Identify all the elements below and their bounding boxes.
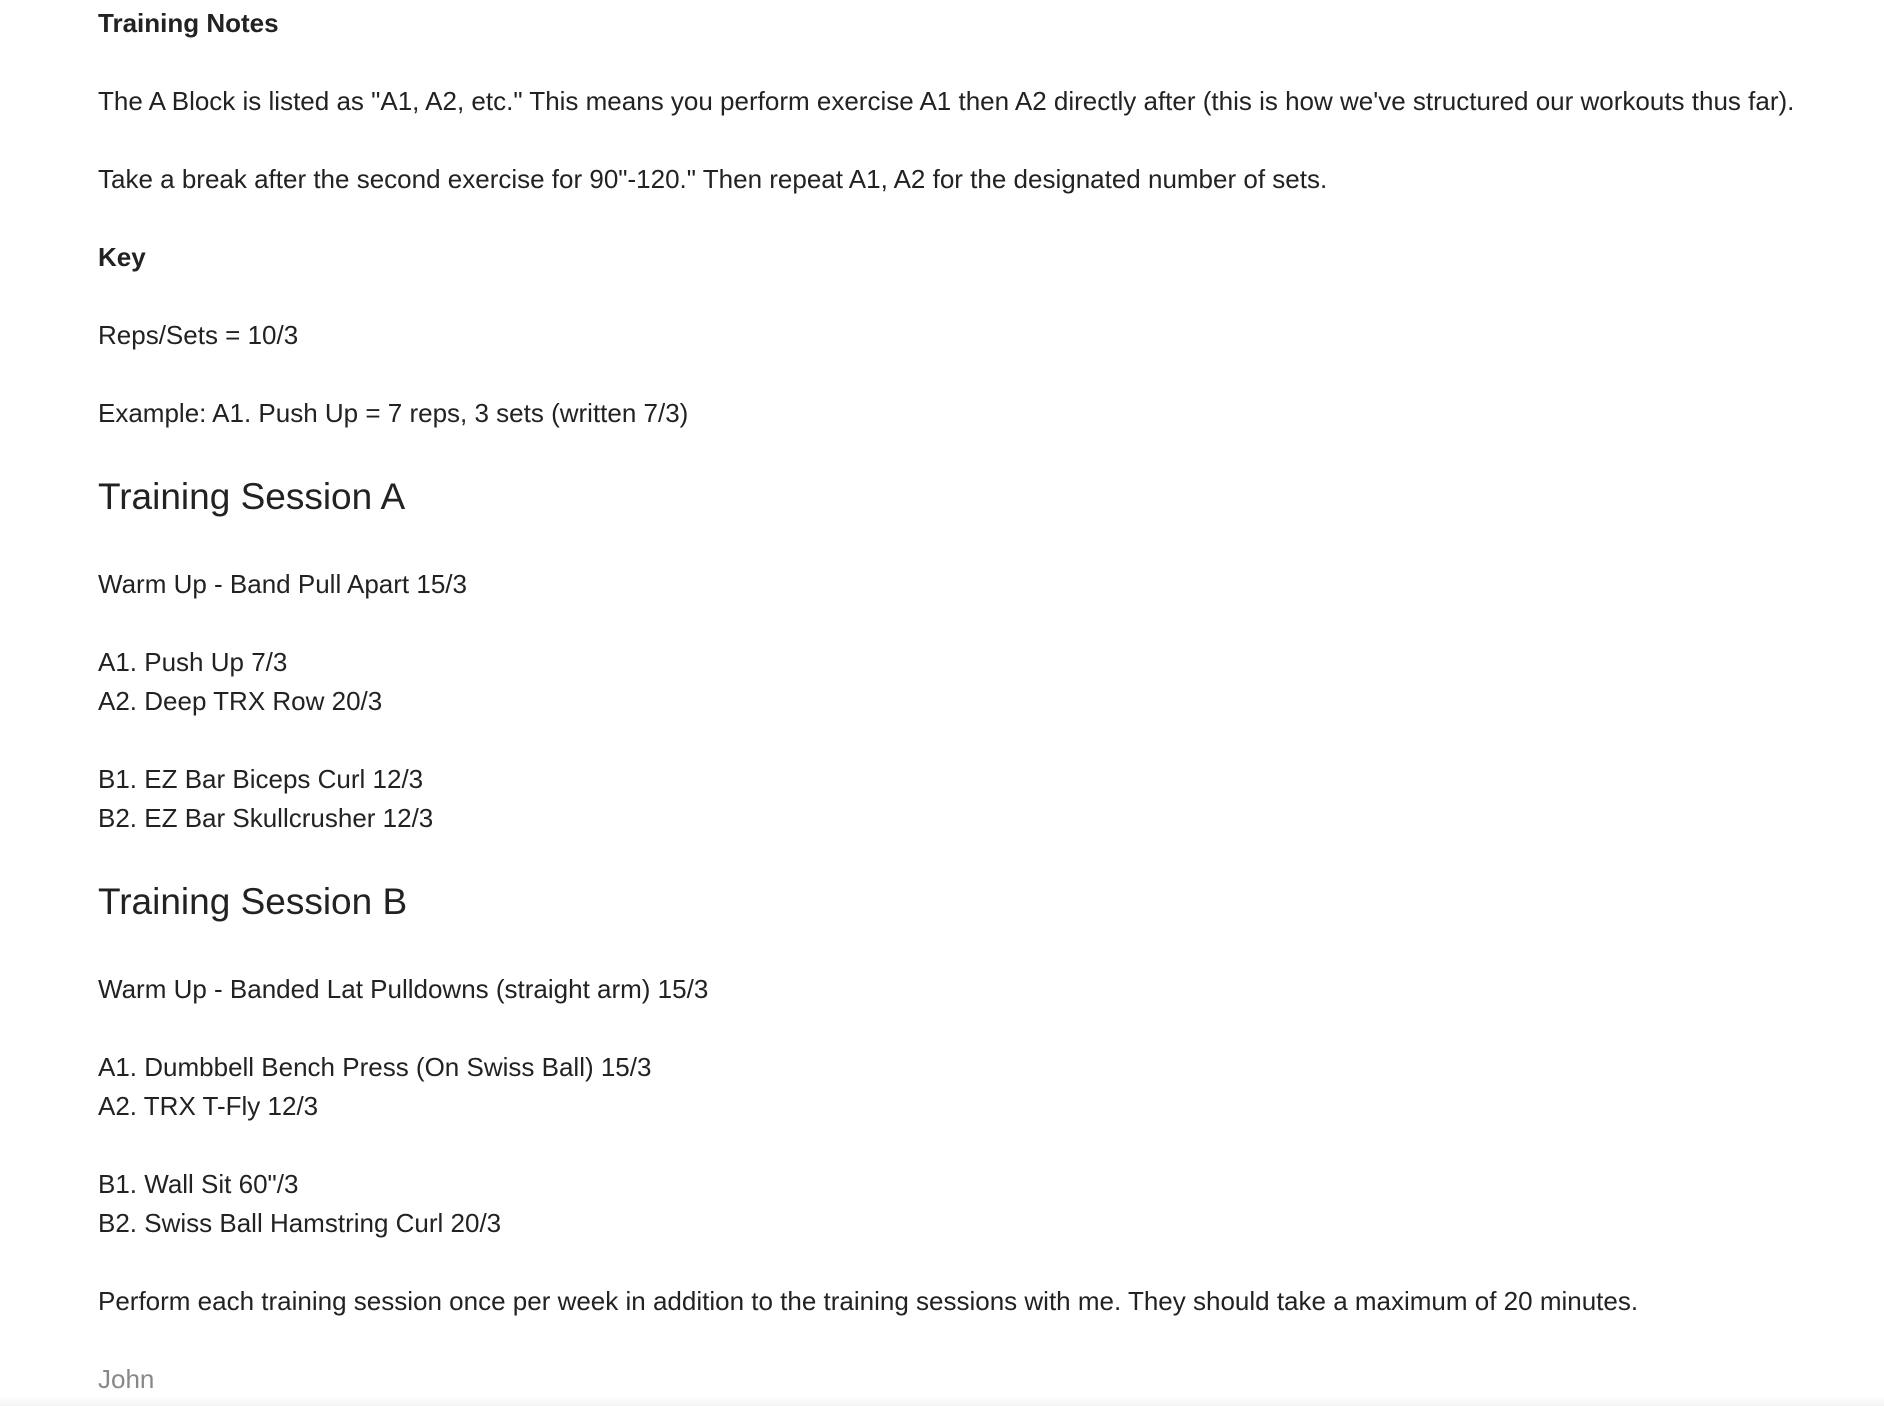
session-b-warm-up: Warm Up - Banded Lat Pulldowns (straight arm) 15/3 [98,974,709,1004]
key-format: Reps/Sets = 10/3 [98,320,299,350]
closing-note: Perform each training session once per week in addition to the training sessions with me. They should take a maximum of 20 minutes. [98,1286,1639,1316]
training-notes-heading: Training Notes [98,8,279,38]
session-b-exercise-a2: A2. TRX T-Fly 12/3 [98,1091,319,1121]
session-a-exercise-b2: B2. EZ Bar Skullcrusher 12/3 [98,803,434,833]
key-example: Example: A1. Push Up = 7 reps, 3 sets (written 7/3) [98,398,689,428]
signature: John [98,1364,155,1394]
session-b-exercise-a1: A1. Dumbbell Bench Press (On Swiss Ball) 15/3 [98,1052,652,1082]
key-heading: Key [98,242,146,272]
session-a-exercise-a1: A1. Push Up 7/3 [98,647,288,677]
bottom-edge-shadow [0,1396,1884,1406]
training-notes-paragraph-1: The A Block is listed as "A1, A2, etc." This means you perform exercise A1 then A2 directly after (this is how we've structured our workouts thus far). [98,86,1795,116]
training-notes-paragraph-2: Take a break after the second exercise for 90"-120." Then repeat A1, A2 for the designated number of sets. [98,164,1328,194]
session-b-exercise-b1: B1. Wall Sit 60"/3 [98,1169,299,1199]
session-b-exercise-b2: B2. Swiss Ball Hamstring Curl 20/3 [98,1208,502,1238]
session-a-title: Training Session A [98,476,406,517]
session-a-warm-up: Warm Up - Band Pull Apart 15/3 [98,569,467,599]
session-b-title: Training Session B [98,881,408,922]
session-a-exercise-b1: B1. EZ Bar Biceps Curl 12/3 [98,764,424,794]
session-a-exercise-a2: A2. Deep TRX Row 20/3 [98,686,383,716]
